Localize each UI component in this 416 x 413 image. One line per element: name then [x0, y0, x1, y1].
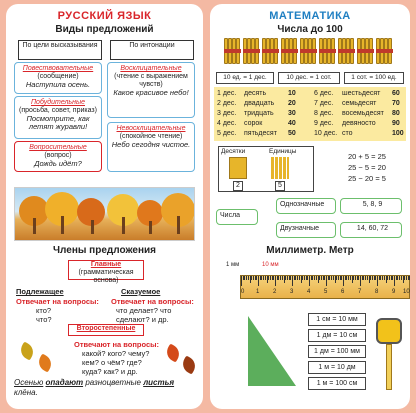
stick-bundle-icon	[262, 38, 279, 64]
tens-table-cell: 5 дес.	[217, 130, 237, 137]
russian-title: РУССКИЙ ЯЗЫК	[57, 10, 152, 22]
tens-table-cell: 1 дес.	[217, 90, 237, 97]
imperative-desc: (просьба, совет, приказ)	[19, 107, 97, 114]
exclamatory-desc: (чтение с выражением чувств)	[114, 73, 188, 88]
conversion-m-cm: 1 м = 100 см	[308, 377, 366, 390]
equality-tens: 10 дес. = 1 сот.	[278, 72, 340, 84]
tens-table-cell: 100	[392, 130, 404, 137]
tens-table-cell: двадцать	[244, 100, 275, 107]
stick-bundle-icon	[338, 38, 355, 64]
stick-bundle-icon	[300, 38, 317, 64]
tens-table-cell: 40	[288, 120, 296, 127]
sentence-types-columns	[14, 40, 195, 168]
single-digit-values: 5, 8, 9	[340, 198, 402, 214]
tens-table-cell: 50	[288, 130, 296, 137]
example-word: клёна.	[14, 388, 38, 397]
main-members-box	[68, 260, 144, 284]
ruler-number: 1	[256, 289, 260, 295]
declarative-desc: (сообщение)	[37, 73, 79, 80]
place-value-box	[218, 146, 314, 192]
conversion-dm-mm: 1 дм = 100 мм	[308, 345, 366, 358]
declarative-box	[14, 62, 102, 94]
declarative-label: Повествовательные	[22, 65, 94, 72]
tens-table-cell: 6 дес.	[314, 90, 334, 97]
tens-table-cell: десять	[244, 90, 267, 97]
conversion-dm-cm: 1 дм = 10 см	[308, 329, 366, 342]
tens-table-cell: 8 дес.	[314, 110, 334, 117]
subject-questions-label: Отвечает на вопросы:	[16, 297, 99, 306]
imperative-label: Побудительные	[30, 99, 86, 106]
numbers-box: Числа	[216, 209, 258, 225]
non-exclamatory-desc: (спокойное чтение)	[119, 133, 183, 140]
non-exclamatory-label: Невосклицательные	[116, 125, 186, 132]
ruler-number: 10	[403, 289, 410, 295]
secondary-members-box	[68, 324, 144, 336]
intonation-header: По интонации	[110, 40, 194, 60]
tens-table-cell: 20	[288, 100, 296, 107]
main-members-desc: (грамматическая основа)	[78, 269, 134, 284]
ruler-number: 0	[241, 289, 245, 295]
subject-questions: кто? что?	[36, 306, 52, 324]
secondary-questions-2: кем? о чём? где?	[82, 358, 142, 367]
ruler-number: 2	[273, 289, 277, 295]
tens-value: 2	[233, 181, 243, 191]
example-sentence	[14, 378, 200, 398]
example-word: листья	[143, 378, 175, 387]
interrogative-label: Вопросительные	[29, 144, 87, 151]
tens-table-cell: тридцать	[244, 110, 274, 117]
tens-table-cell: семьдесят	[342, 100, 377, 107]
tape-measure-icon	[376, 318, 402, 344]
maple-leaf-icon	[17, 341, 36, 360]
two-digit-values: 14, 60, 72	[340, 222, 402, 238]
imperative-box	[14, 96, 102, 139]
interrogative-example: Дождь идёт?	[34, 159, 82, 168]
tens-table-cell: 90	[392, 120, 400, 127]
tens-table-cell: девяносто	[342, 120, 376, 127]
secondary-questions-label: Отвечают на вопросы:	[74, 340, 160, 349]
sentence-members-title: Члены предложения	[53, 245, 156, 256]
tens-sticks-icon	[229, 157, 247, 179]
ruler-number: 7	[358, 289, 362, 295]
exclamatory-example: Какое красивое небо!	[113, 88, 189, 97]
ruler-number: 6	[341, 289, 345, 295]
tens-table-cell: шестьдесят	[342, 90, 381, 97]
units-label: Единицы	[269, 148, 297, 155]
stick-bundle-icon	[224, 38, 241, 64]
autumn-park-illustration	[14, 187, 195, 241]
maple-leaf-icon	[179, 355, 198, 374]
predicate-questions-label: Отвечает на вопросы:	[111, 297, 194, 306]
tens-table-cell: 10	[288, 90, 296, 97]
example-word: опадают	[45, 378, 84, 387]
tens-table-cell: восемьдесят	[342, 110, 384, 117]
equation-1: 20 + 5 = 25	[348, 152, 386, 161]
secondary-members-label: Второстепенные	[76, 325, 136, 332]
tens-table-cell: сто	[342, 130, 353, 137]
predicate-questions: что делает? что сделают? и др.	[116, 306, 172, 324]
mm1-label: 1 мм	[226, 262, 240, 268]
tens-table-cell: 30	[288, 110, 296, 117]
unit-sticks-icon	[271, 157, 289, 179]
non-exclamatory-box	[107, 122, 195, 172]
single-digit-label: Однозначные	[276, 198, 336, 214]
subject-label: Подлежащее	[16, 287, 64, 296]
ruler-title: Миллиметр. Метр	[266, 245, 354, 256]
stick-bundle-icon	[243, 38, 260, 64]
equality-hundreds: 1 сот. = 100 ед.	[344, 72, 404, 84]
tens-table-cell: 2 дес.	[217, 100, 237, 107]
ruler-number: 9	[392, 289, 396, 295]
equality-units: 10 ед. = 1 дес.	[216, 72, 274, 84]
tens-table-cell: пятьдесят	[244, 130, 277, 137]
stick-bundle-icon	[357, 38, 374, 64]
declarative-example: Наступила осень.	[25, 80, 91, 89]
purpose-header: По цели высказывания	[18, 40, 102, 60]
non-exclamatory-example: Небо сегодня чистое.	[111, 140, 191, 149]
example-word: разноцветные	[85, 378, 141, 387]
secondary-questions-3: куда? как? и др.	[82, 367, 138, 376]
set-square-icon	[248, 316, 296, 386]
equation-3: 25 − 20 = 5	[348, 174, 386, 183]
tens-table-cell: 9 дес.	[314, 120, 334, 127]
ruler-tick	[409, 276, 410, 280]
numbers-title: Числа до 100	[277, 24, 343, 35]
conversion-cm: 1 см = 10 мм	[308, 313, 366, 326]
tens-label: Десятки	[221, 148, 246, 155]
main-members-label: Главные	[90, 261, 122, 268]
tens-table-cell: 80	[392, 110, 400, 117]
two-digit-label: Двузначные	[276, 222, 336, 238]
tens-table-cell: 7 дес.	[314, 100, 334, 107]
russian-panel	[6, 4, 203, 409]
tens-table-cell: 10 дес.	[314, 130, 338, 137]
units-value: 5	[275, 181, 285, 191]
tens-table	[214, 87, 406, 141]
imperative-example: Посмотрите, как летят журавли!	[26, 114, 90, 131]
example-word: Осенью	[14, 378, 44, 387]
interrogative-desc: (вопрос)	[44, 152, 72, 159]
secondary-questions-1: какой? кого? чему?	[82, 349, 150, 358]
tens-table-cell: 60	[392, 90, 400, 97]
predicate-label: Сказуемое	[121, 287, 161, 296]
ruler-number: 5	[324, 289, 328, 295]
stick-bundle-icon	[319, 38, 336, 64]
tens-table-cell: 70	[392, 100, 400, 107]
ruler-number: 3	[290, 289, 294, 295]
exclamatory-box	[107, 62, 195, 118]
equation-2: 25 − 5 = 20	[348, 163, 386, 172]
stick-bundle-icon	[376, 38, 393, 64]
stick-bundle-icon	[281, 38, 298, 64]
math-panel	[210, 4, 410, 409]
exclamatory-label: Восклицательные	[120, 65, 182, 72]
ruler	[240, 275, 410, 299]
tens-table-cell: сорок	[244, 120, 263, 127]
tens-table-cell: 4 дес.	[217, 120, 237, 127]
sentence-types-title: Виды предложений	[55, 24, 154, 35]
interrogative-box	[14, 141, 102, 172]
tape-strip-icon	[386, 344, 392, 390]
mm10-label: 10 мм	[262, 262, 279, 268]
ruler-number: 8	[375, 289, 379, 295]
maple-leaf-icon	[163, 343, 182, 362]
math-title: МАТЕМАТИКА	[269, 10, 351, 22]
ruler-number: 4	[307, 289, 311, 295]
conversion-m-dm: 1 м = 10 дм	[308, 361, 366, 374]
maple-leaf-icon	[35, 353, 54, 372]
tens-table-cell: 3 дес.	[217, 110, 237, 117]
